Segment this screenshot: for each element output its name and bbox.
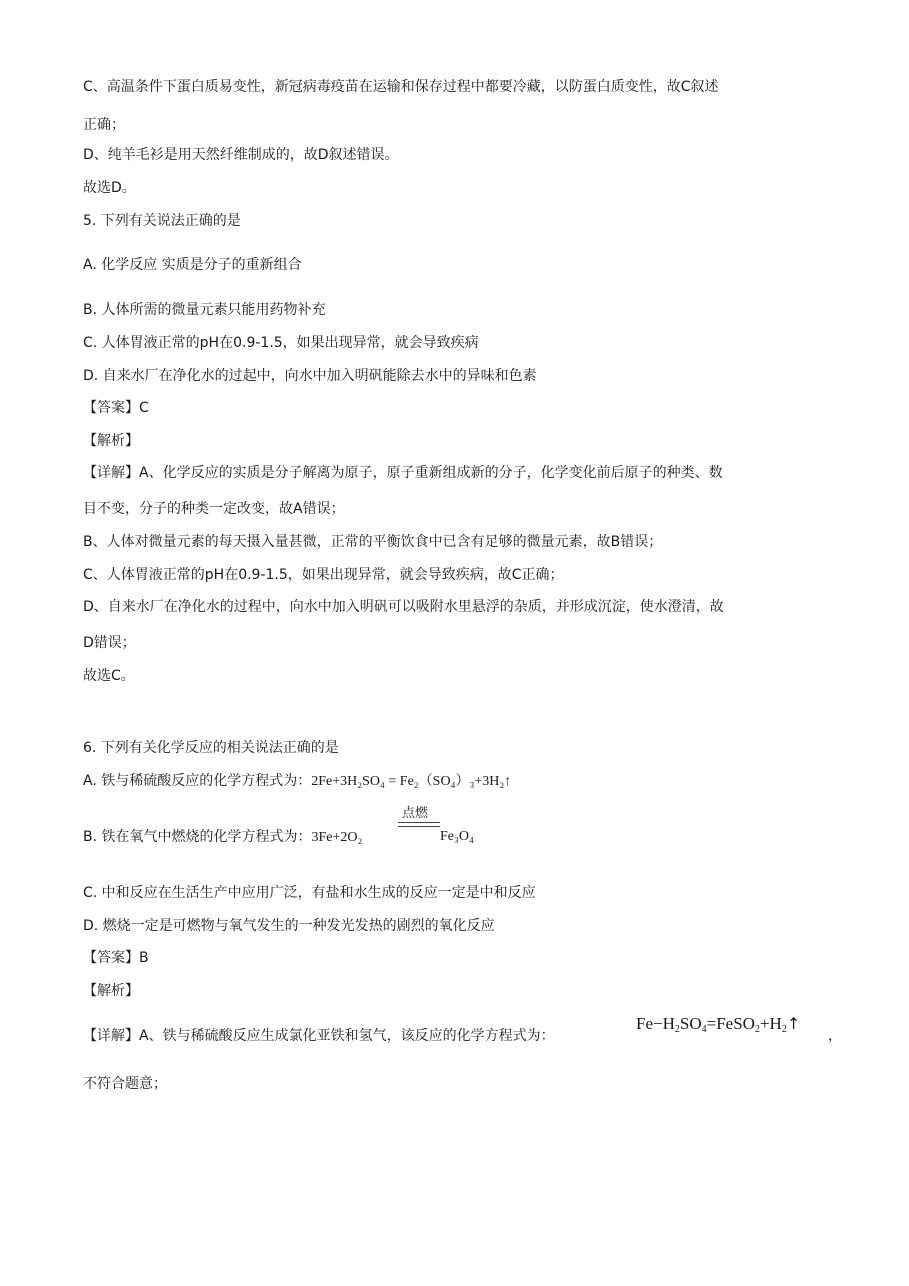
answer-label: 【答案】C [83, 400, 149, 416]
conclusion-line: 故选C。 [83, 668, 135, 684]
explanation-line: C、人体胃液正常的pH在0.9-1.5，如果出现异常，就会导致疾病，故C正确； [83, 567, 564, 583]
option-text: B. 铁在氧气中燃烧的化学方程式为： [83, 829, 312, 845]
text-line: D、纯羊毛衫是用天然纤维制成的，故D叙述错误。 [83, 147, 399, 163]
equation-equals-sign [398, 822, 440, 827]
option-c: C. 人体胃液正常的pH在0.9-1.5，如果出现异常，就会导致疾病 [83, 335, 479, 351]
analysis-label: 【解析】 [83, 983, 139, 999]
question-5-title: 5. 下列有关说法正确的是 [83, 213, 241, 229]
text-line: C、高温条件下蛋白质易变性，新冠病毒疫苗在运输和保存过程中都要冷藏，以防蛋白质变性，故C叙述 [83, 79, 719, 95]
reaction-condition: 点燃 [402, 805, 429, 820]
analysis-label: 【解析】 [83, 433, 139, 449]
chemical-equation: 2Fe+3H₂SO₄ = Fe₂（SO₄）₃+3H₂↑ [311, 774, 512, 789]
punctuation: ， [828, 1028, 842, 1044]
equation-left: 3Fe+2O₂ [311, 830, 363, 845]
answer-label: 【答案】B [83, 950, 149, 966]
text-line: 故选D。 [83, 180, 136, 196]
explanation-line: B、人体对微量元素的每天摄入量甚微，正常的平衡饮食中已含有足够的微量元素，故B错误； [83, 534, 663, 550]
option-d: D. 自来水厂在净化水的过起中，向水中加入明矾能除去水中的异味和色素 [83, 368, 537, 384]
explanation-line: 不符合题意； [83, 1076, 167, 1092]
gas-arrow-icon: ↑ [786, 1014, 801, 1033]
option-text: A. 铁与稀硫酸反应的化学方程式为： [83, 773, 312, 789]
explanation-line: 目不变，分子的种类一定改变，故A错误； [83, 501, 345, 517]
option-c-6: C. 中和反应在生活生产中应用广泛，有盐和水生成的反应一定是中和反应 [83, 885, 536, 901]
option-b: B. 人体所需的微量元素只能用药物补充 [83, 302, 326, 318]
option-d-6: D. 燃烧一定是可燃物与氧气发生的一种发光发热的剧烈的氧化反应 [83, 918, 495, 934]
option-a-6 [83, 772, 511, 791]
explanation-line: D、自来水厂在净化水的过程中，向水中加入明矾可以吸附水里悬浮的杂质，并形成沉淀，使水澄清，故 [83, 599, 724, 615]
question-6-title: 6. 下列有关化学反应的相关说法正确的是 [83, 740, 339, 756]
option-b-6 [83, 828, 362, 847]
explanation-line: 【详解】A、铁与稀硫酸反应生成氯化亚铁和氢气，该反应的化学方程式为： [83, 1028, 555, 1044]
explanation-line: D错误； [83, 635, 136, 651]
option-a: A. 化学反应 实质是分子的重新组合 [83, 257, 302, 273]
explanation-line: 【详解】A、化学反应的实质是分子解离为原子，原子重新组成新的分子，化学变化前后原子的种类、数 [83, 465, 723, 481]
equation-right: Fe₃O₄ [440, 829, 474, 844]
chemical-equation: $Fe-H_2SO_4=FeSO_2+H_2↑$ [636, 1014, 801, 1035]
text-line: 正确； [83, 117, 125, 133]
